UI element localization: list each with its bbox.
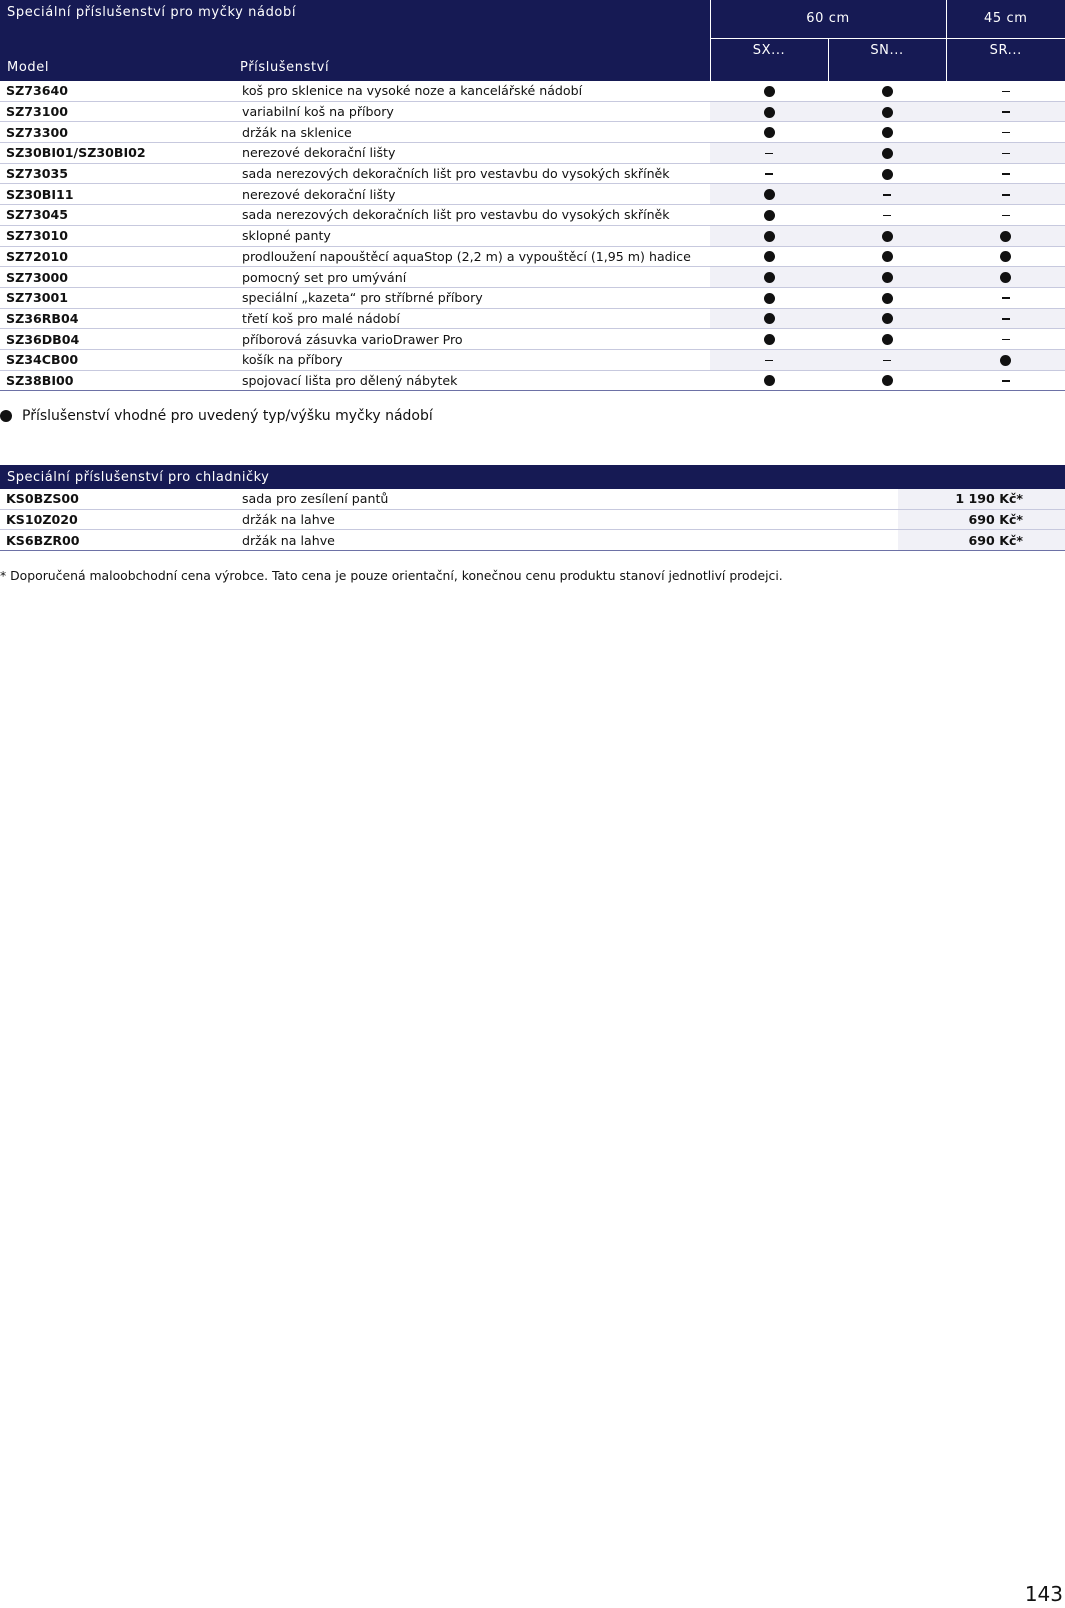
accessory-cell: nerezové dekorační lišty xyxy=(236,184,710,205)
compat-cell-sx xyxy=(710,101,828,122)
compat-cell-sr xyxy=(946,246,1065,267)
dot-icon xyxy=(882,251,893,262)
dash-icon xyxy=(1002,215,1010,217)
compat-cell-sr xyxy=(946,184,1065,205)
column-header-model: Model xyxy=(7,60,50,75)
dot-icon xyxy=(764,334,775,345)
dash-icon xyxy=(1002,194,1010,196)
table-row xyxy=(0,489,1065,509)
group-header-45cm: 45 cm xyxy=(946,0,1065,39)
model-cell: KS10Z020 xyxy=(0,509,236,530)
model-cell: KS6BZR00 xyxy=(0,530,236,551)
compat-cell-sn xyxy=(828,184,946,205)
accessory-cell: držák na lahve xyxy=(236,509,898,530)
dot-icon xyxy=(764,251,775,262)
compat-cell-sx xyxy=(710,246,828,267)
compat-cell-sn xyxy=(828,370,946,391)
compat-cell-sr xyxy=(946,163,1065,184)
compat-cell-sr xyxy=(946,329,1065,350)
model-cell: SZ73100 xyxy=(0,101,236,122)
dot-icon xyxy=(764,189,775,200)
compat-cell-sx xyxy=(710,122,828,143)
dash-icon xyxy=(1002,91,1010,93)
accessory-cell: spojovací lišta pro dělený nábytek xyxy=(236,370,710,391)
compat-cell-sn xyxy=(828,205,946,226)
dot-icon xyxy=(882,334,893,345)
dot-icon xyxy=(764,375,775,386)
accessory-cell: držák na sklenice xyxy=(236,122,710,143)
dishwasher-table-body xyxy=(0,81,1065,391)
dot-icon xyxy=(882,375,893,386)
dash-icon xyxy=(765,173,773,175)
model-cell: SZ30BI01/SZ30BI02 xyxy=(0,143,236,164)
dash-icon xyxy=(1002,297,1010,299)
table-row xyxy=(0,205,1065,226)
dishwasher-accessories-table xyxy=(0,0,1065,391)
table-row xyxy=(0,370,1065,391)
table-row xyxy=(0,122,1065,143)
compat-cell-sx xyxy=(710,81,828,101)
accessory-cell: sada pro zesílení pantů xyxy=(236,489,898,509)
model-cell: SZ72010 xyxy=(0,246,236,267)
legend-text: Příslušenství vhodné pro uvedený typ/výšku myčky nádobí xyxy=(22,408,433,424)
table-row xyxy=(0,246,1065,267)
table-row xyxy=(0,329,1065,350)
table-title: Speciální příslušenství pro myčky nádobí xyxy=(7,5,297,20)
accessory-cell: sada nerezových dekoračních lišt pro vestavbu do vysokých skříněk xyxy=(236,205,710,226)
dash-icon xyxy=(1002,318,1010,320)
price-cell: 690 Kč* xyxy=(898,530,1065,551)
compat-cell-sr xyxy=(946,205,1065,226)
compat-cell-sx xyxy=(710,267,828,288)
accessory-cell: pomocný set pro umývání xyxy=(236,267,710,288)
model-cell: SZ73300 xyxy=(0,122,236,143)
model-cell: SZ38BI00 xyxy=(0,370,236,391)
compat-cell-sx xyxy=(710,143,828,164)
accessory-cell: třetí koš pro malé nádobí xyxy=(236,308,710,329)
accessory-cell: košík na příbory xyxy=(236,349,710,370)
dash-icon xyxy=(883,215,891,217)
dot-icon xyxy=(882,169,893,180)
footnote: * Doporučená maloobchodní cena výrobce. Tato cena je pouze orientační, konečnou cenu produktu stanoví jednotliví prodejci. xyxy=(0,568,783,583)
dot-icon xyxy=(764,231,775,242)
table-row xyxy=(0,530,1065,551)
table-row xyxy=(0,184,1065,205)
column-header-sx: SX... xyxy=(710,39,828,82)
table-row xyxy=(0,225,1065,246)
dash-icon xyxy=(1002,339,1010,341)
dash-icon xyxy=(1002,132,1010,134)
compat-cell-sr xyxy=(946,349,1065,370)
dash-icon xyxy=(883,194,891,196)
table-row xyxy=(0,81,1065,101)
dot-icon xyxy=(882,127,893,138)
dot-icon xyxy=(764,313,775,324)
compat-cell-sn xyxy=(828,81,946,101)
model-cell: SZ73035 xyxy=(0,163,236,184)
compat-cell-sn xyxy=(828,267,946,288)
model-cell: SZ36DB04 xyxy=(0,329,236,350)
compat-cell-sx xyxy=(710,287,828,308)
compat-cell-sr xyxy=(946,143,1065,164)
table-row xyxy=(0,267,1065,288)
dot-icon xyxy=(882,293,893,304)
accessory-cell: variabilní koš na příbory xyxy=(236,101,710,122)
fridge-table-title: Speciální příslušenství pro chladničky xyxy=(0,465,1065,489)
model-cell: SZ73000 xyxy=(0,267,236,288)
model-cell: KS0BZS00 xyxy=(0,489,236,509)
compat-cell-sn xyxy=(828,143,946,164)
dash-icon xyxy=(1002,173,1010,175)
model-cell: SZ73001 xyxy=(0,287,236,308)
compat-cell-sn xyxy=(828,349,946,370)
compat-cell-sr xyxy=(946,101,1065,122)
table-row xyxy=(0,287,1065,308)
dash-icon xyxy=(1002,380,1010,382)
accessory-cell: nerezové dekorační lišty xyxy=(236,143,710,164)
dot-icon xyxy=(882,313,893,324)
page-number: 143 xyxy=(1024,1582,1063,1606)
compat-cell-sx xyxy=(710,184,828,205)
model-cell: SZ36RB04 xyxy=(0,308,236,329)
table-row xyxy=(0,509,1065,530)
dash-icon xyxy=(883,360,891,362)
model-cell: SZ73640 xyxy=(0,81,236,101)
compat-cell-sr xyxy=(946,308,1065,329)
compat-cell-sn xyxy=(828,122,946,143)
compat-cell-sx xyxy=(710,205,828,226)
dot-icon xyxy=(1000,251,1011,262)
compat-cell-sn xyxy=(828,308,946,329)
dot-icon xyxy=(764,86,775,97)
dash-icon xyxy=(765,153,773,155)
table-row xyxy=(0,143,1065,164)
column-header-sn: SN... xyxy=(828,39,946,82)
model-cell: SZ34CB00 xyxy=(0,349,236,370)
compat-cell-sr xyxy=(946,122,1065,143)
compat-cell-sn xyxy=(828,287,946,308)
accessory-cell: koš pro sklenice na vysoké noze a kancelářské nádobí xyxy=(236,81,710,101)
compat-cell-sr xyxy=(946,267,1065,288)
compat-cell-sx xyxy=(710,349,828,370)
accessory-cell: příborová zásuvka varioDrawer Pro xyxy=(236,329,710,350)
compat-cell-sx xyxy=(710,308,828,329)
accessory-cell: prodloužení napouštěcí aquaStop (2,2 m) a vypouštěcí (1,95 m) hadice xyxy=(236,246,710,267)
compat-cell-sr xyxy=(946,370,1065,391)
compat-cell-sn xyxy=(828,101,946,122)
dot-icon xyxy=(1000,231,1011,242)
compat-cell-sx xyxy=(710,329,828,350)
table-header xyxy=(0,0,710,81)
compat-cell-sx xyxy=(710,225,828,246)
dot-icon xyxy=(764,293,775,304)
dot-icon xyxy=(764,107,775,118)
compat-cell-sr xyxy=(946,81,1065,101)
dot-icon xyxy=(764,127,775,138)
legend xyxy=(0,408,433,424)
bullet-dot-icon xyxy=(0,410,12,422)
accessory-cell: speciální „kazeta“ pro stříbrné příbory xyxy=(236,287,710,308)
dot-icon xyxy=(882,231,893,242)
fridge-accessories-table xyxy=(0,465,1065,551)
compat-cell-sn xyxy=(828,246,946,267)
dash-icon xyxy=(1002,111,1010,113)
table-row xyxy=(0,163,1065,184)
price-cell: 690 Kč* xyxy=(898,509,1065,530)
compat-cell-sn xyxy=(828,163,946,184)
dot-icon xyxy=(882,272,893,283)
compat-cell-sr xyxy=(946,225,1065,246)
compat-cell-sn xyxy=(828,225,946,246)
compat-cell-sr xyxy=(946,287,1065,308)
dot-icon xyxy=(1000,355,1011,366)
model-cell: SZ30BI11 xyxy=(0,184,236,205)
dash-icon xyxy=(765,360,773,362)
table-row xyxy=(0,101,1065,122)
compat-cell-sx xyxy=(710,163,828,184)
fridge-table-body xyxy=(0,489,1065,551)
dot-icon xyxy=(882,107,893,118)
dash-icon xyxy=(1002,153,1010,155)
accessory-cell: sklopné panty xyxy=(236,225,710,246)
compat-cell-sn xyxy=(828,329,946,350)
dot-icon xyxy=(882,86,893,97)
accessory-cell: sada nerezových dekoračních lišt pro vestavbu do vysokých skříněk xyxy=(236,163,710,184)
column-header-sr: SR... xyxy=(946,39,1065,82)
table-row xyxy=(0,349,1065,370)
accessory-cell: držák na lahve xyxy=(236,530,898,551)
model-cell: SZ73045 xyxy=(0,205,236,226)
dot-icon xyxy=(1000,272,1011,283)
model-cell: SZ73010 xyxy=(0,225,236,246)
table-row xyxy=(0,308,1065,329)
compat-cell-sx xyxy=(710,370,828,391)
group-header-60cm: 60 cm xyxy=(710,0,946,39)
dot-icon xyxy=(764,210,775,221)
dot-icon xyxy=(764,272,775,283)
column-header-accessory: Příslušenství xyxy=(240,60,330,75)
price-cell: 1 190 Kč* xyxy=(898,489,1065,509)
dot-icon xyxy=(882,148,893,159)
